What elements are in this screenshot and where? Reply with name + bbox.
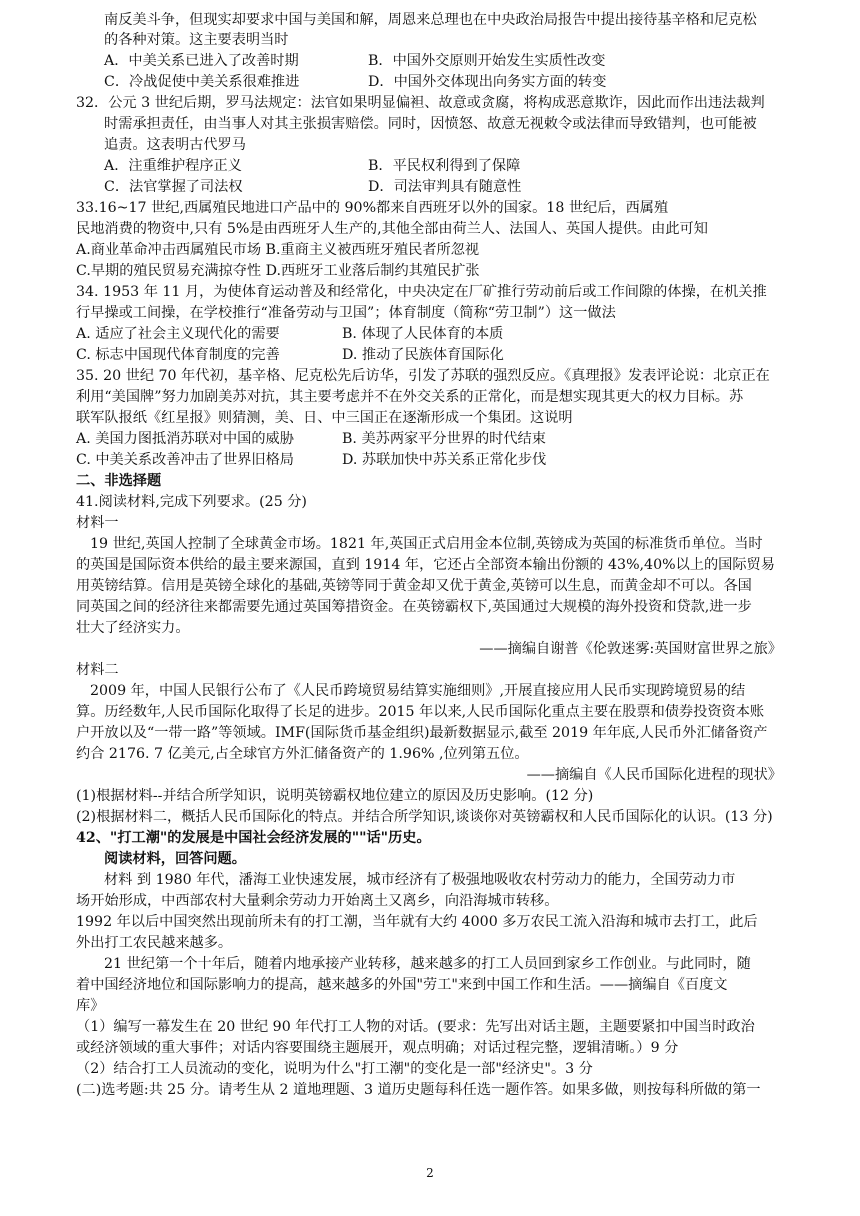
option-d: D．中国外交体现出向务实方面的转变 (368, 74, 607, 90)
text-line: 约合 2176. 7 亿美元,占全球官方外汇储备资产的 1.96% ,位列第五位。 (76, 746, 529, 762)
text-line: 利用“美国牌”努力加剧美苏对抗，其主要考虑并不在外交关系的正常化，而是想实现其更大的权力目标。苏 (76, 389, 744, 405)
text-line: 2009 年，中国人民银行公布了《人民币跨境贸易结算实施细则》,开展直接应用人民币实现跨境贸易的结 (90, 683, 746, 699)
question-35: 35. 20 世纪 70 年代初，基辛格、尼克松先后访华，引发了苏联的强烈反应。《真理报》发表评论说：北京正在 (76, 368, 770, 384)
option-c: C. 中美关系改善冲击了世界旧格局 (76, 452, 294, 468)
option-c: C．法官掌握了司法权 (104, 179, 243, 195)
text-line: 着中国经济地位和国际影响力的提高，越来越多的外国"劳工"来到中国工作和生活。——摘编自《百度文 (76, 977, 728, 993)
text-line: 场开始形成，中西部农村大量剩余劳动力开始离土又离乡，向沿海城市转移。 (76, 893, 559, 909)
option-a: A．中美关系已进入了改善时期 (104, 53, 299, 69)
text-line: 南反美斗争，但现实却要求中国与美国和解，周恩来总理也在中央政治局报告中提出接待基辛格和尼克松 (104, 12, 757, 28)
sub-question: （1）编写一幕发生在 20 世纪 90 年代打工人物的对话。(要求：先写出对话主题，主题要紧扣中国当时政治 (76, 1019, 755, 1035)
text-line: 行早操或工间操，在学校推行“准备劳动与卫国”；体育制度（简称“劳卫制”）这一做法 (76, 305, 616, 321)
source-citation: ——摘编自《人民币国际化进程的现状》 (526, 767, 782, 783)
sub-question: (1)根据材料--并结合所学知识，说明英镑霸权地位建立的原因及历史影响。(12 分) (76, 788, 594, 804)
option-b: B. 体现了人民体育的本质 (342, 326, 504, 342)
options-ab: A.商业革命冲击西属殖民市场 B.重商主义被西班牙殖民者所忽视 (76, 242, 480, 258)
text-line: 的英国是国际资本供给的最主要来源国，直到 1914 年，它还占全部资本输出份额的 43%,40%以上的国际贸易 (76, 557, 775, 573)
material-label: 材料一 (76, 515, 119, 531)
text-line: 材料 到 1980 年代，潘海工业快速发展，城市经济有了极强地吸收农村劳动力的能力，全国劳动力市 (104, 872, 736, 888)
question-34: 34. 1953 年 11 月，为使体育运动普及和经常化，中央决定在厂矿推行劳动前后或工作间隙的体操，在机关推 (76, 284, 767, 300)
sub-question: （2）结合打工人员流动的变化，说明为什么"打工潮"的变化是一部"经济史"。3 分 (76, 1061, 593, 1077)
option-b: B．平民权利得到了保障 (368, 158, 521, 174)
text-line: 的各种对策。这主要表明当时 (104, 32, 289, 48)
option-d: D. 推动了民族体育国际化 (342, 347, 504, 363)
text-line: 联军队报纸《红星报》则猜测，美、日、中三国正在逐渐形成一个集团。这说明 (76, 410, 573, 426)
text-line: 或经济领域的重大事件；对话内容要围绕主题展开，观点明确；对话过程完整，逻辑清晰。）9 分 (76, 1040, 679, 1056)
option-b: B．中国外交原则开始发生实质性改变 (368, 53, 606, 69)
section-heading: 二、非选择题 (76, 473, 162, 489)
text-line: 民地消费的物资中,只有 5%是由西班牙人生产的,其他全部由荷兰人、法国人、英国人提供。由此可知 (76, 221, 708, 237)
option-b: B. 美苏两家平分世界的时代结束 (342, 431, 546, 447)
text-line: 壮大了经济实力。 (76, 620, 190, 636)
material-label: 材料二 (76, 662, 119, 678)
instruction: 阅读材料，回答问题。 (104, 851, 246, 867)
option-c: C．冷战促使中美关系很难推进 (104, 74, 300, 90)
question-41: 41.阅读材料,完成下列要求。(25 分) (76, 494, 307, 510)
option-a: A．注重维护程序正义 (104, 158, 242, 174)
text-line: 库》 (76, 998, 105, 1014)
page-number: 2 (426, 1166, 434, 1180)
option-a: A. 美国力图抵消苏联对中国的威胁 (76, 431, 294, 447)
sub-question: (2)根据材料二，概括人民币国际化的特点。并结合所学知识,谈谈你对英镑霸权和人民币国际化的认识。(13 分) (76, 809, 773, 825)
options-cd: C.早期的殖民贸易充满掠夺性 D.西班牙工业落后制约其殖民扩张 (76, 263, 480, 279)
option-c: C. 标志中国现代体育制度的完善 (76, 347, 280, 363)
text-line: 同英国之间的经济往来都需要先通过英国筹措资金。在英镑霸权下,英国通过大规模的海外投资和贷款,进一步 (76, 599, 752, 615)
question-42: 42、"打工潮"的发展是中国社会经济发展的""话"历史。 (76, 830, 431, 846)
text-line: 21 世纪第一个十年后，随着内地承接产业转移，越来越多的打工人员回到家乡工作创业。与此同时，随 (104, 956, 751, 972)
text-line: 19 世纪,英国人控制了全球黄金市场。1821 年,英国正式启用金本位制,英镑成为英国的标准货币单位。当时 (90, 536, 763, 552)
question-32: 32．公元 3 世纪后期，罗马法规定：法官如果明显偏袒、故意或贪腐，将构成恶意欺诈，因此而作出违法裁判 (76, 95, 765, 111)
text-line: 1992 年以后中国突然出现前所未有的打工潮，当年就有大约 4000 多万农民工流入沿海和城市去打工，此后 (76, 914, 758, 930)
text-line: 时需承担责任，由当事人对其主张损害赔偿。同时，因愤怒、故意无视敕令或法律而导致错判，也可能被 (104, 116, 757, 132)
text-line: 算。历经数年,人民币国际化取得了长足的进步。2015 年以来,人民币国际化重点主要在股票和债券投资资本账 (76, 704, 765, 720)
option-a: A. 适应了社会主义现代化的需要 (76, 326, 280, 342)
option-d: D. 苏联加快中苏关系正常化步伐 (342, 452, 547, 468)
text-line: 户开放以及“一带一路”等领域。IMF(国际货币基金组织)最新数据显示,截至 2019 年年底,人民币外汇储备资产 (76, 725, 768, 741)
source-citation: ——摘编自谢普《伦敦迷雾:英国财富世界之旅》 (479, 641, 782, 657)
question-33: 33.16~17 世纪,西属殖民地进口产品中的 90%都来自西班牙以外的国家。18 世纪后，西属殖 (76, 200, 669, 216)
option-d: D．司法审判具有随意性 (368, 179, 522, 195)
elective-instruction: (二)选考题:共 25 分。请考生从 2 道地理题、3 道历史题每科任选一题作答。如果多做，则按每科所做的第一 (76, 1082, 761, 1098)
text-line: 用英镑结算。信用是英镑全球化的基础,英镑等同于黄金却又优于黄金,英镑可以生息，而黄金却不可以。各国 (76, 578, 752, 594)
text-line: 外出打工农民越来越多。 (76, 935, 233, 951)
text-line: 追责。这表明古代罗马 (104, 137, 246, 153)
